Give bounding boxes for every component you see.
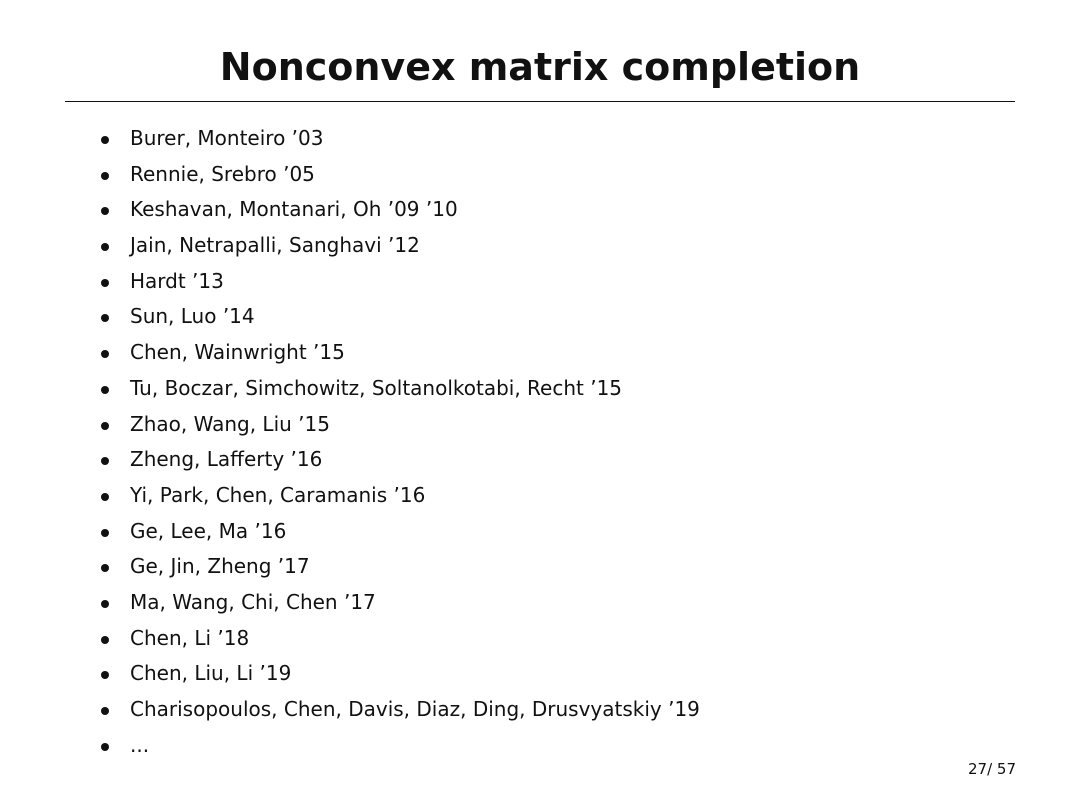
reference-text: Ma, Wang, Chi, Chen ’17: [130, 589, 376, 614]
reference-text: Hardt ’13: [130, 268, 224, 293]
reference-text: ...: [130, 732, 150, 757]
reference-text: Tu, Boczar, Simchowitz, Soltanolkotabi, Recht ’15: [130, 375, 623, 400]
title-underline: [65, 101, 1015, 102]
reference-text: Charisopoulos, Chen, Davis, Diaz, Ding, Drusvyatskiy ’19: [130, 697, 700, 721]
bullet-icon: [101, 743, 109, 751]
bullet-icon: [101, 422, 109, 430]
bullet-icon: [101, 172, 109, 180]
bullet-icon: [101, 636, 109, 644]
reference-text: Zhao, Wang, Liu ’15: [130, 411, 330, 436]
bullet-icon: [101, 564, 109, 572]
page-number: 27/ 57: [968, 760, 1016, 778]
bullet-icon: [101, 493, 109, 501]
bullet-icon: [101, 600, 109, 608]
reference-text: Zheng, Lafferty ’16: [130, 447, 323, 472]
reference-text: Burer, Monteiro ’03: [130, 126, 324, 150]
bullet-icon: [101, 529, 109, 537]
reference-text: Chen, Liu, Li ’19: [130, 661, 292, 686]
bullet-icon: [101, 457, 109, 465]
reference-text: Chen, Wainwright ’15: [130, 340, 345, 365]
bullet-icon: [101, 386, 109, 394]
reference-text: Ge, Jin, Zheng ’17: [130, 554, 310, 579]
reference-text: Chen, Li ’18: [130, 625, 250, 650]
bullet-icon: [101, 136, 109, 144]
reference-text: Rennie, Srebro ’05: [130, 161, 315, 186]
reference-text: Sun, Luo ’14: [130, 304, 255, 329]
bullet-icon: [101, 243, 109, 251]
bullet-icon: [101, 671, 109, 679]
bullet-icon: [101, 314, 109, 322]
reference-text: Ge, Lee, Ma ’16: [130, 518, 287, 543]
bullet-icon: [101, 279, 109, 287]
bullet-icon: [101, 707, 109, 715]
reference-text: Yi, Park, Chen, Caramanis ’16: [130, 482, 426, 507]
slide-title: Nonconvex matrix completion: [219, 45, 861, 89]
reference-text: Jain, Netrapalli, Sanghavi ’12: [130, 233, 420, 258]
bullet-icon: [101, 350, 109, 358]
bullet-icon: [101, 207, 109, 215]
reference-text: Keshavan, Montanari, Oh ’09 ’10: [130, 197, 458, 222]
